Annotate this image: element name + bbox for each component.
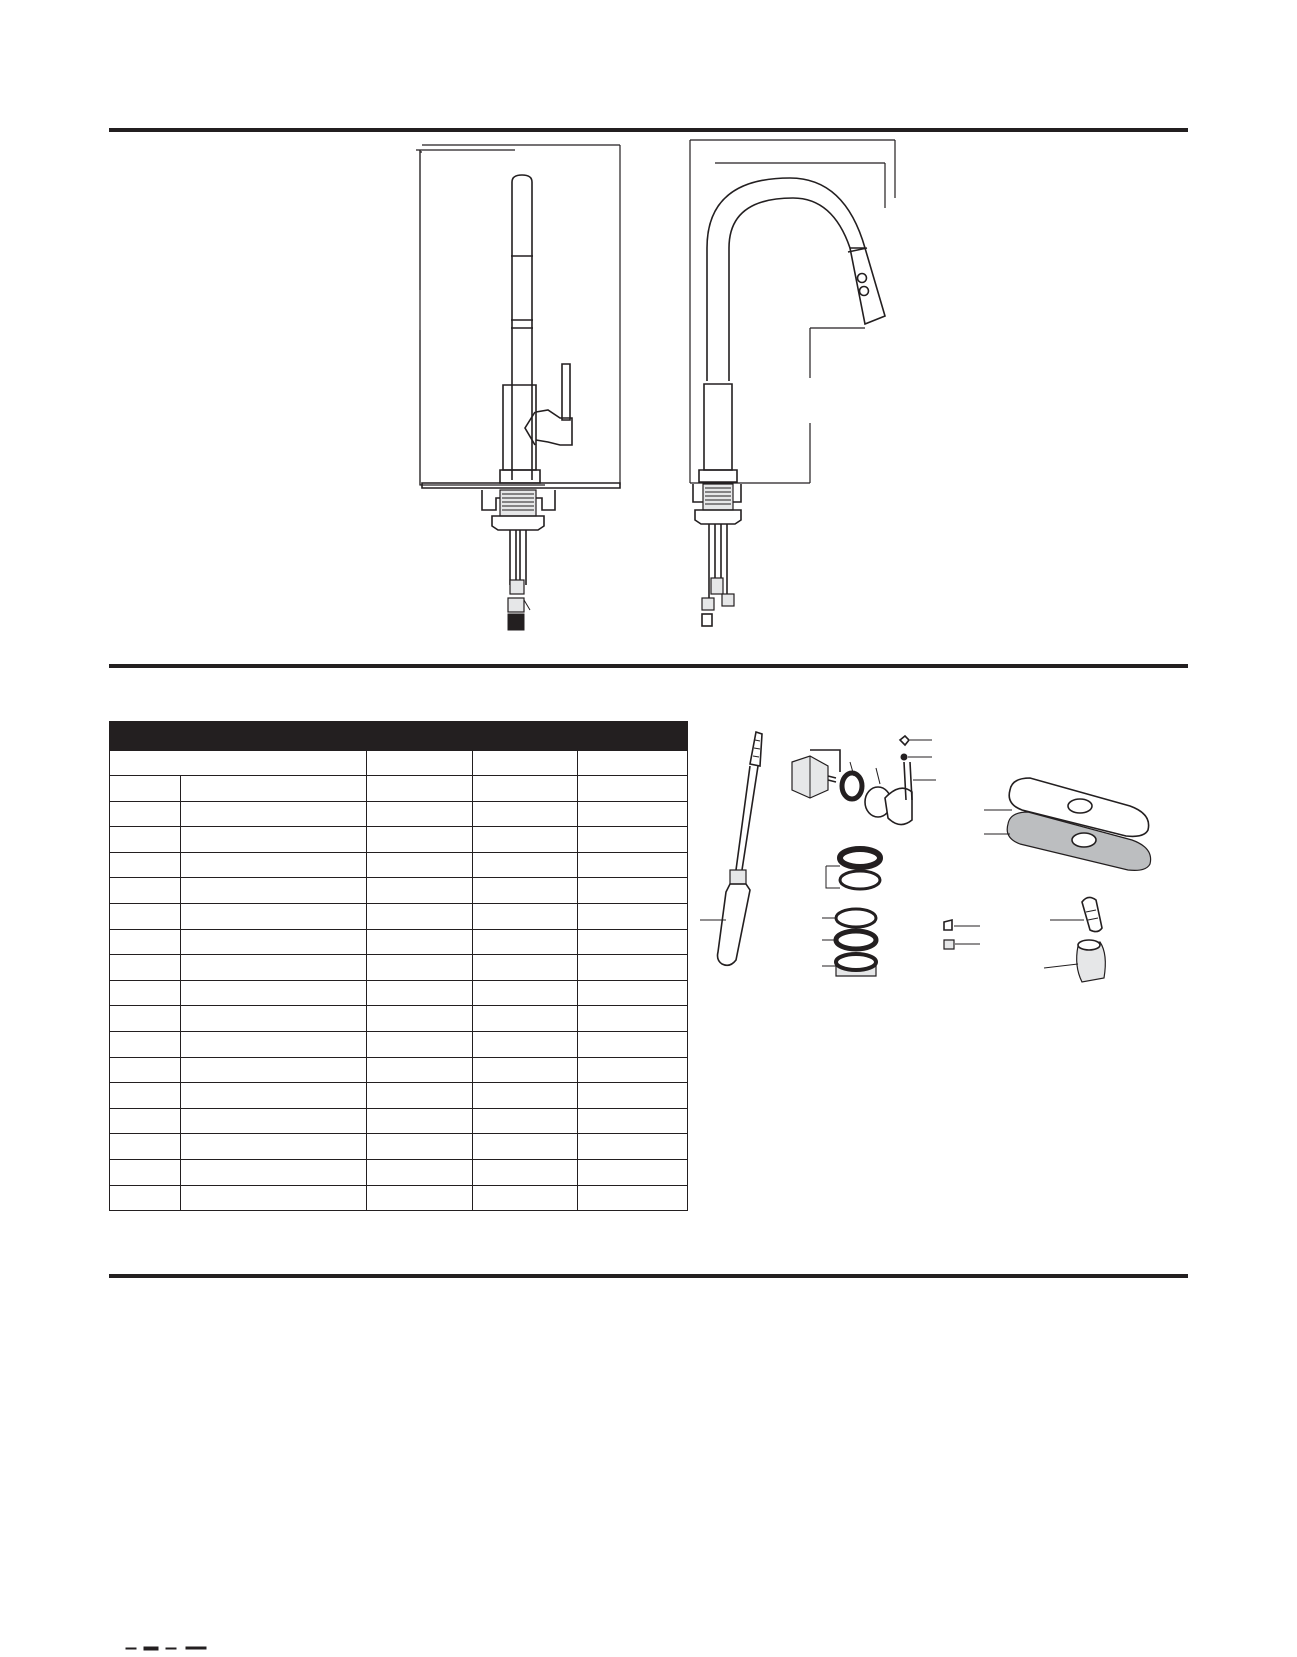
hot-supply-fitting	[702, 598, 714, 610]
table-cell	[473, 903, 578, 929]
table-cell	[473, 1006, 578, 1032]
table-cell	[473, 1031, 578, 1057]
faucet-exploded-parts	[700, 720, 1190, 1020]
dimension-line-base	[420, 150, 545, 485]
table-cell	[473, 801, 578, 827]
table-cell	[473, 776, 578, 802]
table-cell	[110, 903, 181, 929]
table-cell	[110, 801, 181, 827]
table-cell	[110, 980, 181, 1006]
table-cell	[473, 852, 578, 878]
table-row	[110, 1185, 688, 1211]
table-cell	[367, 852, 473, 878]
table-subheader-cell	[110, 751, 367, 776]
quick-connect-clip	[944, 920, 952, 930]
faucet-body	[503, 385, 536, 470]
handle-lever	[562, 364, 570, 420]
table-cell	[110, 1159, 181, 1185]
table-cell	[367, 1134, 473, 1160]
table-row	[110, 1057, 688, 1083]
table-cell	[578, 827, 688, 853]
faucet-base	[699, 470, 737, 482]
faucet-body	[704, 384, 732, 470]
spout-outer-arc	[707, 178, 865, 381]
table-cell	[578, 878, 688, 904]
table-cell	[110, 1185, 181, 1211]
section-rule-bottom	[109, 1274, 1188, 1278]
table-cell	[578, 1006, 688, 1032]
leader-line-hose-weight	[1044, 964, 1078, 968]
table-cell	[473, 980, 578, 1006]
table-cell	[181, 1031, 367, 1057]
rubber-washer	[836, 909, 876, 927]
table-cell	[473, 929, 578, 955]
faucet-side-elevation	[685, 138, 910, 628]
cold-supply-fitting	[722, 594, 734, 606]
table-row	[110, 929, 688, 955]
table-cell	[578, 1134, 688, 1160]
table-cell	[578, 1057, 688, 1083]
table-cell	[181, 878, 367, 904]
table-cell	[110, 1006, 181, 1032]
hose-weight-assembly	[1044, 897, 1105, 982]
table-cell	[181, 852, 367, 878]
table-header-cell	[473, 722, 578, 751]
supply-fitting	[711, 578, 723, 594]
table-cell	[181, 980, 367, 1006]
dimension-line-overall	[690, 140, 895, 483]
table-cell	[110, 1031, 181, 1057]
table-cell	[181, 1159, 367, 1185]
table-cell	[110, 827, 181, 853]
mounting-hardware	[822, 849, 880, 976]
table-cell	[181, 1134, 367, 1160]
table-cell	[367, 929, 473, 955]
leader-line	[524, 600, 530, 610]
leader-line-bonnet	[876, 768, 880, 784]
pull-down-spray-assembly	[700, 732, 762, 965]
table-cell	[473, 1108, 578, 1134]
spray-wand	[718, 884, 751, 965]
table-row	[110, 1083, 688, 1109]
table-cell	[181, 1006, 367, 1032]
supply-fitting-lower	[508, 598, 524, 612]
table-cell	[578, 1083, 688, 1109]
mounting-nut	[695, 510, 741, 524]
faucet-front-elevation	[390, 140, 630, 630]
table-cell	[578, 1108, 688, 1134]
set-screw	[901, 754, 907, 760]
table-row	[110, 878, 688, 904]
table-row	[110, 827, 688, 853]
table-row	[110, 1134, 688, 1160]
hose-weight-top	[1078, 940, 1100, 950]
table-cell	[367, 827, 473, 853]
mounting-nut-top	[836, 954, 876, 970]
table-cell	[367, 1083, 473, 1109]
table-cell	[473, 1134, 578, 1160]
table-cell	[110, 1083, 181, 1109]
table-cell	[473, 878, 578, 904]
table-header-cell	[110, 722, 181, 751]
table-cell	[181, 776, 367, 802]
table-cell	[473, 1083, 578, 1109]
deck-plate-base-hole	[1072, 833, 1096, 847]
table-cell	[578, 929, 688, 955]
table-cell	[578, 980, 688, 1006]
table-cell	[473, 955, 578, 981]
supply-connector	[508, 614, 524, 630]
supply-lines	[510, 530, 526, 585]
parts-table	[109, 721, 688, 1211]
spray-head	[850, 248, 885, 324]
table-cell	[181, 903, 367, 929]
cartridge-nut	[842, 773, 862, 799]
table-cell	[367, 1159, 473, 1185]
dimension-line-height	[416, 150, 515, 485]
deck-plate-cover-hole	[1068, 799, 1092, 813]
table-row	[110, 955, 688, 981]
table-row	[110, 903, 688, 929]
table-subheader-cell	[473, 751, 578, 776]
table-header-cell	[181, 722, 367, 751]
spout-bands	[511, 256, 533, 328]
table-cell	[578, 776, 688, 802]
table-cell	[367, 903, 473, 929]
table-row	[110, 776, 688, 802]
table-header-cell	[578, 722, 688, 751]
table-cell	[473, 1185, 578, 1211]
table-cell	[181, 1083, 367, 1109]
table-subheader-cell	[367, 751, 473, 776]
table-row	[110, 852, 688, 878]
table-cell	[367, 1057, 473, 1083]
hose-weight-fitting	[944, 940, 954, 949]
handle-cap	[900, 736, 909, 745]
hose-connector	[750, 732, 762, 766]
base-gasket-upper	[840, 849, 880, 867]
base-gasket-lower	[840, 871, 880, 889]
table-subheader-row	[110, 751, 688, 776]
dimension-line-reach	[715, 163, 885, 208]
handle-cone	[525, 412, 535, 445]
table-cell	[181, 827, 367, 853]
leader-bracket-gaskets	[826, 866, 840, 888]
table-row	[110, 1006, 688, 1032]
hot-supply-connector	[702, 614, 712, 626]
table-cell	[367, 1006, 473, 1032]
table-cell	[578, 1159, 688, 1185]
table-header-row	[110, 722, 688, 751]
footer-mark	[126, 1647, 210, 1650]
cartridge-screw	[828, 776, 836, 782]
mounting-nut	[492, 516, 544, 530]
table-cell	[110, 1108, 181, 1134]
table-cell	[578, 1185, 688, 1211]
deck-plates	[984, 778, 1151, 870]
section-rule-top	[109, 128, 1188, 132]
table-cell	[473, 1159, 578, 1185]
pull-down-hose	[736, 766, 758, 870]
faucet-base	[500, 470, 540, 483]
table-row	[110, 1108, 688, 1134]
table-cell	[473, 1057, 578, 1083]
table-cell	[367, 801, 473, 827]
table-cell	[181, 955, 367, 981]
table-cell	[578, 903, 688, 929]
dimension-line-width	[420, 145, 620, 485]
table-cell	[473, 827, 578, 853]
spray-button-lower	[860, 287, 869, 296]
table-cell	[578, 801, 688, 827]
table-cell	[367, 776, 473, 802]
spray-button-upper	[858, 274, 867, 283]
dimension-line-clearance	[690, 328, 865, 483]
table-cell	[367, 878, 473, 904]
hose-collar	[730, 870, 746, 884]
table-cell	[181, 1185, 367, 1211]
table-cell	[578, 852, 688, 878]
table-cell	[110, 878, 181, 904]
table-cell	[110, 776, 181, 802]
table-cell	[110, 852, 181, 878]
spout-inner-arc	[729, 198, 850, 381]
table-cell	[367, 1031, 473, 1057]
table-row	[110, 1159, 688, 1185]
supply-fitting-upper	[510, 580, 524, 594]
table-cell	[367, 1185, 473, 1211]
table-row	[110, 980, 688, 1006]
table-cell	[110, 929, 181, 955]
table-cell	[367, 1108, 473, 1134]
table-cell	[181, 1057, 367, 1083]
handle-hub	[536, 410, 572, 445]
table-cell	[181, 929, 367, 955]
table-cell	[110, 1134, 181, 1160]
section-rule-middle	[109, 664, 1188, 668]
table-subheader-cell	[578, 751, 688, 776]
table-row	[110, 801, 688, 827]
hose-guide-clip	[1082, 897, 1102, 931]
metal-washer	[836, 931, 876, 949]
table-cell	[578, 955, 688, 981]
table-cell	[110, 955, 181, 981]
table-cell	[181, 801, 367, 827]
table-cell	[367, 980, 473, 1006]
table-cell	[110, 1057, 181, 1083]
handle-hub	[885, 788, 912, 824]
table-cell	[578, 1031, 688, 1057]
table-cell	[367, 955, 473, 981]
table-header-cell	[367, 722, 473, 751]
table-cell	[181, 1108, 367, 1134]
table-row	[110, 1031, 688, 1057]
small-fittings	[944, 920, 980, 949]
cartridge-assembly	[792, 736, 936, 825]
